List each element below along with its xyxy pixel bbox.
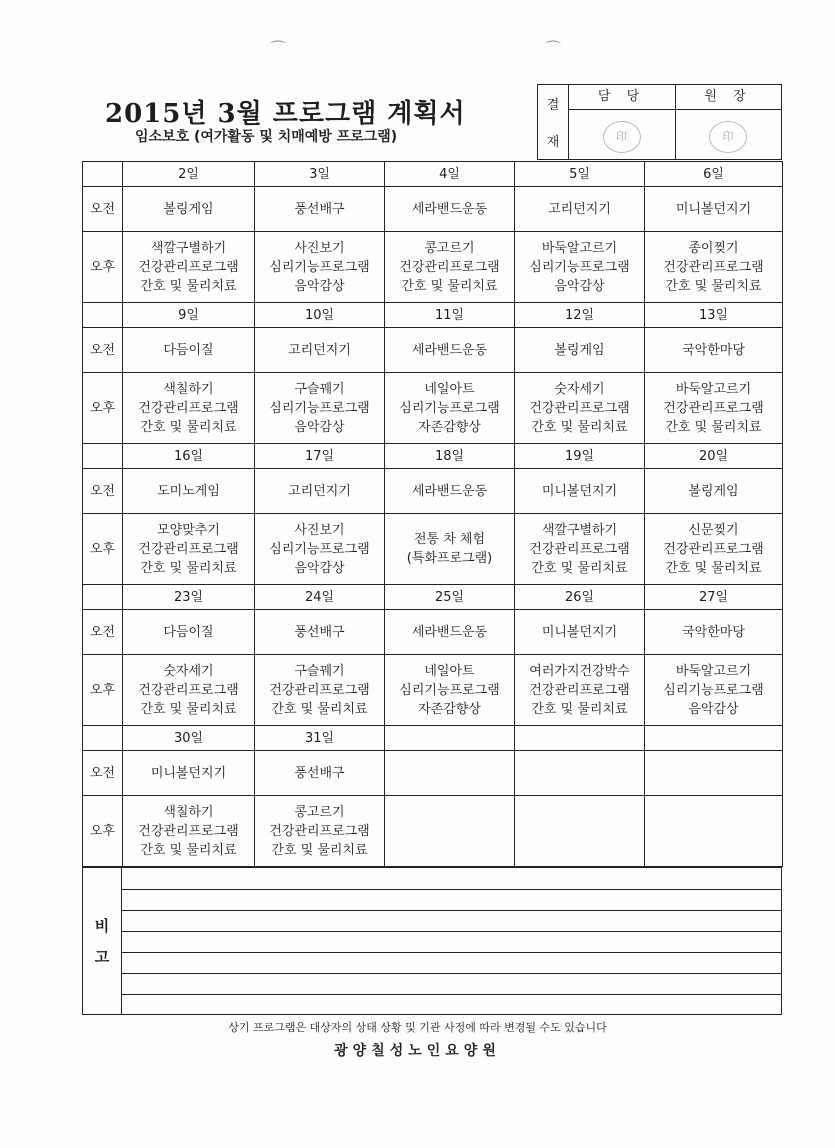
date-cell: 9일 xyxy=(123,303,255,328)
pm-activity-line: 색칠하기 xyxy=(163,381,214,397)
pm-activity-line: 간호 및 물리치료 xyxy=(140,278,237,294)
approval-label-1: 결 xyxy=(546,98,560,113)
approval-col-director xyxy=(675,85,781,159)
pm-activity-line: 간호 및 물리치료 xyxy=(665,419,762,435)
am-activity: 미니볼던지기 xyxy=(515,469,645,514)
date-cell: 13일 xyxy=(645,303,783,328)
am-activity: 국악한마당 xyxy=(645,328,783,373)
am-activity: 풍선배구 xyxy=(255,187,385,232)
pm-activity xyxy=(255,373,385,444)
pm-activity-line: 건강관리프로그램 xyxy=(529,682,630,698)
row-label-blank xyxy=(83,585,123,610)
pm-activity-line: 건강관리프로그램 xyxy=(399,259,500,275)
pm-activity-line: 간호 및 물리치료 xyxy=(140,701,237,717)
date-cell: 18일 xyxy=(385,444,515,469)
approval-label-2: 재 xyxy=(546,135,560,150)
pm-activity xyxy=(385,655,515,726)
am-activity: 미니볼던지기 xyxy=(515,610,645,655)
pm-activity xyxy=(255,514,385,585)
pm-activity-line: 건강관리프로그램 xyxy=(529,400,630,416)
approval-col-director-header: 원 장 xyxy=(675,85,781,110)
pm-activity-line: 건강관리프로그램 xyxy=(269,682,370,698)
pm-activity-line: 간호 및 물리치료 xyxy=(665,560,762,576)
pm-activity-line: 건강관리프로그램 xyxy=(269,823,370,839)
pm-activity-line: 건강관리프로그램 xyxy=(529,541,630,557)
page-title: 2015년 3월 프로그램 계획서 xyxy=(105,99,466,129)
pm-activity-line: 건강관리프로그램 xyxy=(138,541,239,557)
date-cell: 19일 xyxy=(515,444,645,469)
pm-activity-line: (특화프로그램) xyxy=(406,551,493,566)
pm-label: 오후 xyxy=(83,232,123,303)
approval-label xyxy=(538,85,569,159)
date-cell: 26일 xyxy=(515,585,645,610)
remarks-line xyxy=(121,889,781,890)
remarks-line xyxy=(121,931,781,932)
pm-activity xyxy=(123,655,255,726)
pm-activity-line: 종이찢기 xyxy=(688,240,739,256)
pm-row xyxy=(83,514,783,585)
am-activity: 다듬이질 xyxy=(123,328,255,373)
approval-col-manager-header: 담 당 xyxy=(568,85,675,110)
pm-activity-line: 건강관리프로그램 xyxy=(663,541,764,557)
pm-activity-line: 간호 및 물리치료 xyxy=(665,278,762,294)
pm-activity-line: 네일아트 xyxy=(424,381,475,397)
am-activity: 고리던지기 xyxy=(255,328,385,373)
am-activity xyxy=(645,751,783,796)
am-label: 오전 xyxy=(83,610,123,655)
date-row xyxy=(83,162,783,187)
date-cell: 6일 xyxy=(645,162,783,187)
pm-activity-line: 바둑알고르기 xyxy=(541,240,618,256)
page-subtitle: 임소보호 (여가활동 및 치매예방 프로그램) xyxy=(135,129,398,145)
schedule-table xyxy=(82,161,783,867)
pm-activity-line: 구슬꿰기 xyxy=(294,663,345,679)
pm-activity-line: 간호 및 물리치료 xyxy=(531,419,628,435)
remarks-line xyxy=(121,973,781,974)
date-cell: 16일 xyxy=(123,444,255,469)
am-row xyxy=(83,328,783,373)
pm-activity xyxy=(645,655,783,726)
am-activity: 세라밴드운동 xyxy=(385,610,515,655)
date-cell: 30일 xyxy=(123,726,255,751)
am-label: 오전 xyxy=(83,187,123,232)
row-label-blank xyxy=(83,726,123,751)
pm-activity-line: 건강관리프로그램 xyxy=(138,400,239,416)
pm-activity xyxy=(255,796,385,867)
pm-label: 오후 xyxy=(83,655,123,726)
stamp-icon: 印 xyxy=(709,121,747,153)
date-cell: 2일 xyxy=(123,162,255,187)
pm-activity-line: 콩고르기 xyxy=(424,240,475,256)
pm-activity xyxy=(515,655,645,726)
pm-activity-line: 간호 및 물리치료 xyxy=(140,419,237,435)
pm-activity-line: 색깔구별하기 xyxy=(541,522,618,538)
pm-activity-line: 간호 및 물리치료 xyxy=(271,842,368,858)
pm-activity-line: 모양맞추기 xyxy=(157,522,220,538)
am-row xyxy=(83,751,783,796)
am-label: 오전 xyxy=(83,751,123,796)
pm-activity xyxy=(385,232,515,303)
pm-row xyxy=(83,655,783,726)
am-activity: 미니볼던지기 xyxy=(645,187,783,232)
date-cell: 10일 xyxy=(255,303,385,328)
pm-row xyxy=(83,796,783,867)
date-cell: 31일 xyxy=(255,726,385,751)
pm-activity-line: 심리기능프로그램 xyxy=(269,541,370,557)
pm-activity-line: 전통 차 체험 xyxy=(413,532,486,547)
pm-activity xyxy=(255,232,385,303)
pm-label: 오후 xyxy=(83,373,123,444)
pm-activity-line: 음악감상 xyxy=(688,701,739,717)
punch-mark-left: ⌒ xyxy=(270,39,287,58)
footer-note: 상기 프로그램은 대상자의 상태 상황 및 기관 사정에 따라 변경될 수도 있습니다 xyxy=(228,1021,607,1034)
am-activity: 고리던지기 xyxy=(515,187,645,232)
pm-activity-line: 건강관리프로그램 xyxy=(663,400,764,416)
am-row xyxy=(83,469,783,514)
pm-activity xyxy=(515,232,645,303)
pm-activity-line: 바둑알고르기 xyxy=(675,381,752,397)
remarks-line xyxy=(121,910,781,911)
date-cell xyxy=(645,726,783,751)
pm-activity-line: 사진보기 xyxy=(294,522,345,538)
pm-activity-line: 건강관리프로그램 xyxy=(138,259,239,275)
approval-box xyxy=(537,84,782,160)
date-row xyxy=(83,585,783,610)
date-cell: 20일 xyxy=(645,444,783,469)
date-cell: 17일 xyxy=(255,444,385,469)
stamp-icon: 印 xyxy=(603,121,641,153)
pm-activity-line: 색칠하기 xyxy=(163,804,214,820)
date-cell: 3일 xyxy=(255,162,385,187)
pm-activity xyxy=(123,232,255,303)
am-activity: 세라밴드운동 xyxy=(385,328,515,373)
pm-activity-line: 숫자세기 xyxy=(554,381,605,397)
date-row xyxy=(83,726,783,751)
pm-activity-line: 심리기능프로그램 xyxy=(269,400,370,416)
am-activity: 도미노게임 xyxy=(123,469,255,514)
approval-col-manager xyxy=(568,85,676,159)
pm-label: 오후 xyxy=(83,796,123,867)
pm-activity xyxy=(515,514,645,585)
pm-activity xyxy=(645,796,783,867)
date-cell: 11일 xyxy=(385,303,515,328)
pm-activity xyxy=(123,373,255,444)
am-activity: 국악한마당 xyxy=(645,610,783,655)
pm-activity-line: 숫자세기 xyxy=(163,663,214,679)
pm-activity xyxy=(385,514,515,585)
pm-activity-line: 심리기능프로그램 xyxy=(529,259,630,275)
pm-activity xyxy=(123,796,255,867)
date-row xyxy=(83,303,783,328)
remarks-label-1: 비 xyxy=(94,917,110,935)
date-row xyxy=(83,444,783,469)
pm-row xyxy=(83,373,783,444)
am-row xyxy=(83,610,783,655)
remarks-label xyxy=(83,868,122,1014)
pm-activity-line: 색깔구별하기 xyxy=(150,240,227,256)
pm-activity xyxy=(515,796,645,867)
am-label: 오전 xyxy=(83,328,123,373)
pm-activity-line: 심리기능프로그램 xyxy=(663,682,764,698)
pm-activity xyxy=(515,373,645,444)
date-cell: 12일 xyxy=(515,303,645,328)
am-activity xyxy=(515,751,645,796)
am-activity: 볼링게임 xyxy=(515,328,645,373)
pm-activity-line: 간호 및 물리치료 xyxy=(401,278,498,294)
am-label: 오전 xyxy=(83,469,123,514)
am-activity: 세라밴드운동 xyxy=(385,187,515,232)
pm-activity xyxy=(385,796,515,867)
pm-activity-line: 콩고르기 xyxy=(294,804,345,820)
am-activity xyxy=(385,751,515,796)
am-activity: 세라밴드운동 xyxy=(385,469,515,514)
pm-activity xyxy=(645,232,783,303)
pm-activity-line: 심리기능프로그램 xyxy=(269,259,370,275)
pm-activity-line: 네일아트 xyxy=(424,663,475,679)
pm-activity-line: 음악감상 xyxy=(554,278,605,294)
pm-activity-line: 건강관리프로그램 xyxy=(138,682,239,698)
pm-activity-line: 간호 및 물리치료 xyxy=(531,560,628,576)
date-cell xyxy=(385,726,515,751)
pm-activity-line: 자존감향상 xyxy=(418,419,481,435)
am-activity: 미니볼던지기 xyxy=(123,751,255,796)
pm-activity xyxy=(123,514,255,585)
pm-activity xyxy=(255,655,385,726)
pm-activity-line: 자존감향상 xyxy=(418,701,481,717)
am-activity: 고리던지기 xyxy=(255,469,385,514)
date-cell: 4일 xyxy=(385,162,515,187)
pm-activity-line: 음악감상 xyxy=(294,278,345,294)
date-cell: 23일 xyxy=(123,585,255,610)
row-label-blank xyxy=(83,303,123,328)
pm-activity-line: 신문찢기 xyxy=(688,522,739,538)
remarks-line xyxy=(121,952,781,953)
date-cell xyxy=(515,726,645,751)
pm-activity-line: 음악감상 xyxy=(294,419,345,435)
pm-activity xyxy=(645,514,783,585)
date-cell: 25일 xyxy=(385,585,515,610)
pm-activity-line: 간호 및 물리치료 xyxy=(140,560,237,576)
pm-activity xyxy=(645,373,783,444)
pm-activity-line: 음악감상 xyxy=(294,560,345,576)
pm-activity-line: 심리기능프로그램 xyxy=(399,682,500,698)
pm-activity-line: 심리기능프로그램 xyxy=(399,400,500,416)
pm-activity-line: 간호 및 물리치료 xyxy=(271,701,368,717)
am-activity: 풍선배구 xyxy=(255,751,385,796)
pm-activity-line: 건강관리프로그램 xyxy=(138,823,239,839)
am-activity: 볼링게임 xyxy=(645,469,783,514)
row-label-blank xyxy=(83,444,123,469)
remarks-box xyxy=(82,867,782,1015)
am-activity: 풍선배구 xyxy=(255,610,385,655)
pm-activity-line: 간호 및 물리치료 xyxy=(531,701,628,717)
am-activity: 다듬이질 xyxy=(123,610,255,655)
pm-row xyxy=(83,232,783,303)
pm-activity-line: 사진보기 xyxy=(294,240,345,256)
am-row xyxy=(83,187,783,232)
pm-activity-line: 바둑알고르기 xyxy=(675,663,752,679)
date-cell: 5일 xyxy=(515,162,645,187)
date-cell: 27일 xyxy=(645,585,783,610)
pm-activity xyxy=(385,373,515,444)
punch-mark-right: ⌒ xyxy=(545,39,562,58)
organization-name: 광양칠성노인요양원 xyxy=(334,1043,501,1059)
pm-label: 오후 xyxy=(83,514,123,585)
pm-activity-line: 구슬꿰기 xyxy=(294,381,345,397)
am-activity: 볼링게임 xyxy=(123,187,255,232)
pm-activity-line: 건강관리프로그램 xyxy=(663,259,764,275)
pm-activity-line: 간호 및 물리치료 xyxy=(140,842,237,858)
pm-activity-line: 여러가지건강박수 xyxy=(529,663,630,679)
remarks-label-2: 고 xyxy=(94,948,110,966)
row-label-blank xyxy=(83,162,123,187)
remarks-line xyxy=(121,994,781,995)
date-cell: 24일 xyxy=(255,585,385,610)
